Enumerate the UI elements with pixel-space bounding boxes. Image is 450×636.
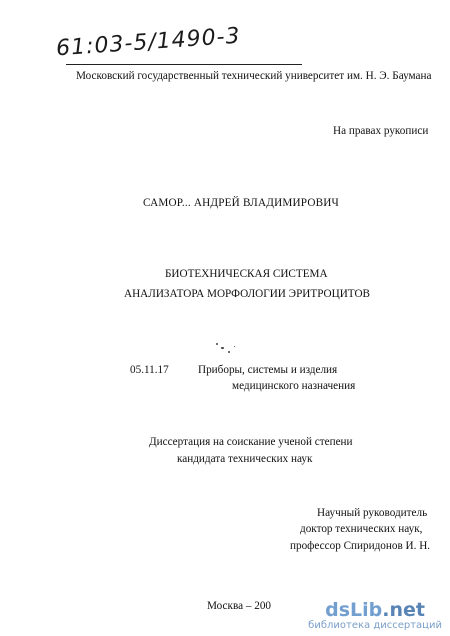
thesis-title-line1: БИОТЕХНИЧЕСКАЯ СИСТЕМА: [165, 268, 328, 280]
scan-speck: [228, 351, 230, 353]
watermark-subtitle: библиотека диссертаций: [308, 620, 442, 631]
watermark-logo: [308, 600, 442, 620]
supervisor-label: Научный руководитель: [317, 507, 428, 519]
city-year: Москва – 200: [207, 600, 272, 612]
supervisor-degree: доктор технических наук,: [300, 523, 423, 535]
scan-speck: [234, 346, 235, 347]
scan-speck: [216, 343, 218, 345]
watermark-logo-tld: .net: [382, 599, 425, 621]
scan-speck: [221, 347, 224, 349]
dissertation-degree-line2: кандидата технических наук: [177, 453, 313, 465]
dissertation-degree-line1: Диссертация на соискание ученой степени: [149, 436, 353, 448]
thesis-title-line2: АНАЛИЗАТОРА МОРФОЛОГИИ ЭРИТРОЦИТОВ: [124, 288, 371, 300]
university-name: Московский государственный технический университет им. Н. Э. Баумана: [76, 70, 432, 82]
watermark[interactable]: [308, 600, 442, 632]
rights-note: На правах рукописи: [333, 125, 429, 137]
supervisor-name: профессор Спиридонов И. Н.: [290, 540, 431, 552]
watermark-logo-main: dsLib: [325, 599, 383, 621]
author-name: САМОР... АНДРЕЙ ВЛАДИМИРОВИЧ: [143, 197, 340, 209]
specialty-name-line1: Приборы, системы и изделия: [198, 364, 338, 376]
archive-number-handwritten: 61:03-5/1490-3: [55, 23, 242, 62]
specialty-name-line2: медицинского назначения: [232, 380, 356, 392]
specialty-code: 05.11.17: [130, 364, 169, 376]
archive-underline: [66, 64, 302, 65]
